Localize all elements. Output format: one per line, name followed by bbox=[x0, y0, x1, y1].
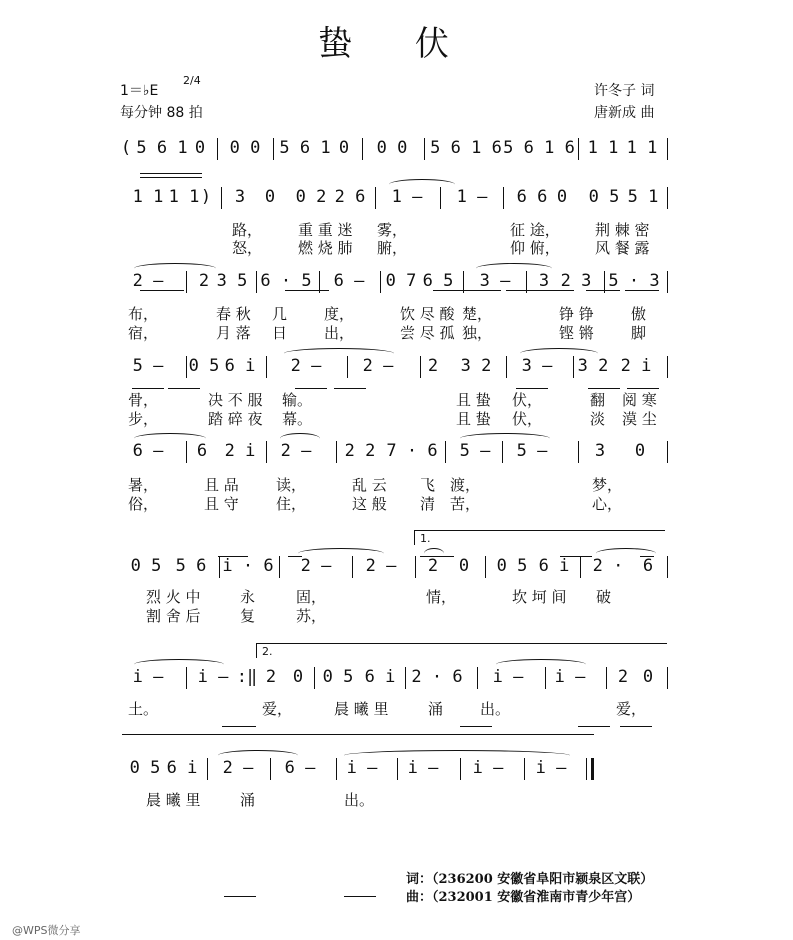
note-group: 0 5 bbox=[129, 758, 161, 778]
time-signature: 2/4 bbox=[183, 74, 201, 87]
note-group: 3 2 bbox=[460, 356, 492, 376]
lyric: 重 重 迷 bbox=[298, 221, 353, 239]
lyric: 楚， bbox=[462, 305, 493, 323]
second-ending-bracket bbox=[256, 643, 667, 658]
underline bbox=[460, 726, 492, 727]
barline bbox=[219, 556, 220, 578]
underline bbox=[222, 726, 256, 727]
lyric: 住， bbox=[276, 495, 307, 513]
tie-line bbox=[140, 177, 202, 178]
lyric: 这 般 bbox=[352, 495, 387, 513]
lyric: 爱， bbox=[616, 700, 647, 718]
slur bbox=[218, 750, 298, 761]
key-text: 1＝♭E bbox=[120, 83, 159, 99]
lyric: 暑， bbox=[128, 476, 159, 494]
note-group: 2 – bbox=[222, 758, 254, 778]
barline bbox=[273, 138, 274, 160]
lyric: 爱， bbox=[262, 700, 293, 718]
lyric: 翻 bbox=[590, 391, 606, 409]
slur bbox=[280, 433, 320, 444]
note-group: ( bbox=[120, 138, 132, 158]
barline bbox=[319, 271, 320, 293]
note-group: 6 6 bbox=[516, 187, 548, 207]
note-group: i – bbox=[407, 758, 439, 778]
music-line-3 bbox=[0, 270, 793, 296]
lyric: 涌 bbox=[240, 791, 256, 809]
lyric: 淡 bbox=[590, 410, 606, 428]
note-group: i · 6 bbox=[222, 556, 274, 576]
lyric: 几 bbox=[272, 305, 288, 323]
lyric: 破 bbox=[596, 588, 612, 606]
slur bbox=[476, 263, 552, 274]
music-line-8 bbox=[0, 757, 793, 783]
slur bbox=[424, 548, 444, 559]
barline bbox=[336, 441, 337, 463]
note-group: :‖ bbox=[236, 667, 258, 687]
note-group: 5 1 bbox=[627, 187, 659, 207]
barline bbox=[526, 271, 527, 293]
music-line-1 bbox=[0, 137, 793, 163]
note-group: 0 bbox=[556, 187, 568, 207]
lyric: 苏， bbox=[296, 607, 327, 625]
lyric: 且 品 bbox=[204, 476, 239, 494]
first-ending-bracket bbox=[414, 530, 665, 545]
lyric: 固， bbox=[296, 588, 327, 606]
note-group: 2 i bbox=[620, 356, 652, 376]
note-group: i – bbox=[132, 667, 164, 687]
lyric: 幕。 bbox=[282, 410, 313, 428]
note-group: 2 – bbox=[280, 441, 312, 461]
lyric: 土。 bbox=[128, 700, 159, 718]
note-group: i – bbox=[535, 758, 567, 778]
slur bbox=[134, 659, 224, 670]
lyric: 复 bbox=[240, 607, 256, 625]
slur bbox=[284, 348, 394, 359]
note-group: 5 – bbox=[516, 441, 548, 461]
lyric: 读， bbox=[276, 476, 307, 494]
lyric: 清 bbox=[420, 495, 436, 513]
barline bbox=[266, 356, 267, 378]
note-group: 2 – bbox=[362, 356, 394, 376]
lyric: 傲 bbox=[631, 305, 647, 323]
song-title: 蛰 伏 bbox=[318, 24, 475, 64]
lyric: 路， bbox=[232, 221, 263, 239]
barline bbox=[186, 441, 187, 463]
lyric: 月 落 bbox=[216, 324, 251, 342]
lyric: 燃 烧 肺 bbox=[298, 239, 353, 257]
key-signature bbox=[120, 80, 158, 100]
lyric: 饮 尽 酸 bbox=[400, 305, 455, 323]
barline bbox=[460, 758, 461, 780]
note-group: 6 i bbox=[364, 667, 396, 687]
lyric: 梦， bbox=[592, 476, 623, 494]
lyric: 漠 尘 bbox=[622, 410, 657, 428]
lyric: 渡， bbox=[450, 476, 481, 494]
lyric: 涌 bbox=[428, 700, 444, 718]
note-group: 0 5 bbox=[188, 356, 220, 376]
lyric: 伏， bbox=[512, 391, 543, 409]
lyricist-credit: 许冬子 词 bbox=[594, 83, 655, 99]
lyric: 晨 曦 里 bbox=[334, 700, 389, 718]
slur bbox=[496, 659, 586, 670]
barline bbox=[186, 271, 187, 293]
note-group: 2 i bbox=[224, 441, 256, 461]
note-group: 2 6 bbox=[334, 187, 366, 207]
note-group: 3 bbox=[234, 187, 246, 207]
note-group: 2 bbox=[427, 556, 439, 576]
note-group: 5 – bbox=[132, 356, 164, 376]
barline bbox=[667, 138, 668, 160]
note-group: 5 6 1 bbox=[136, 138, 188, 158]
note-group: 6 – bbox=[132, 441, 164, 461]
lyric: 日 bbox=[272, 324, 288, 342]
lyricist-address: 词：（236200 安徽省阜阳市颍泉区文联） bbox=[406, 872, 654, 887]
barline bbox=[336, 758, 337, 780]
lyric: 阅 寒 bbox=[622, 391, 657, 409]
barline bbox=[397, 758, 398, 780]
note-group: 1 – bbox=[391, 187, 423, 207]
note-group: 0 bbox=[642, 667, 654, 687]
barline bbox=[362, 138, 363, 160]
lyric: 怒， bbox=[232, 239, 263, 257]
note-group: 2 – bbox=[300, 556, 332, 576]
note-group: 6 – bbox=[333, 271, 365, 291]
slur bbox=[520, 348, 598, 359]
note-group: 2 – bbox=[365, 556, 397, 576]
barline bbox=[667, 187, 668, 209]
lyric: 割 舍 后 bbox=[146, 607, 201, 625]
note-group: 6 i bbox=[538, 556, 570, 576]
slur bbox=[344, 750, 570, 761]
note-group: 0 bbox=[194, 138, 206, 158]
slur bbox=[298, 548, 384, 559]
lyric: 永 bbox=[240, 588, 256, 606]
note-group: 6 i bbox=[166, 758, 198, 778]
note-group: 2 bbox=[427, 356, 439, 376]
lyric: 苦， bbox=[450, 495, 481, 513]
note-group: 2 · bbox=[592, 556, 624, 576]
underline bbox=[334, 388, 366, 389]
lyric: 飞 bbox=[420, 476, 436, 494]
note-group: i – bbox=[346, 758, 378, 778]
note-group: 0 bbox=[292, 667, 304, 687]
barline bbox=[606, 667, 607, 689]
barline bbox=[578, 441, 579, 463]
note-group: 6 – bbox=[284, 758, 316, 778]
music-line-7 bbox=[0, 666, 793, 692]
note-group: 1 1 bbox=[168, 187, 200, 207]
underline bbox=[168, 388, 200, 389]
tie-line bbox=[140, 173, 202, 174]
underline bbox=[224, 896, 256, 897]
lyric: 坎 坷 间 bbox=[512, 588, 567, 606]
underline bbox=[344, 896, 376, 897]
note-group: 5 6 1 bbox=[279, 138, 331, 158]
lyric: 出。 bbox=[480, 700, 511, 718]
phrase-line bbox=[122, 734, 594, 735]
barline bbox=[279, 556, 280, 578]
lyric: 出， bbox=[324, 324, 355, 342]
note-group: 0 2 bbox=[295, 187, 327, 207]
lyric: 伏， bbox=[512, 410, 543, 428]
barline bbox=[445, 441, 446, 463]
slur bbox=[389, 179, 455, 190]
lyric: 输。 bbox=[282, 391, 313, 409]
note-group: 1 1 bbox=[587, 138, 619, 158]
lyric: 脚 bbox=[631, 324, 647, 342]
note-group: 0 5 bbox=[588, 187, 620, 207]
note-group: 2 3 bbox=[560, 271, 592, 291]
barline bbox=[503, 187, 504, 209]
barline bbox=[463, 271, 464, 293]
note-group: 2 bbox=[265, 667, 277, 687]
note-group: 0 0 bbox=[229, 138, 261, 158]
note-group: 1 1 bbox=[626, 138, 658, 158]
lyric: 烈 火 中 bbox=[146, 588, 201, 606]
note-group: 0 bbox=[458, 556, 470, 576]
note-group: 2 – bbox=[290, 356, 322, 376]
barline bbox=[485, 556, 486, 578]
barline bbox=[477, 667, 478, 689]
lyric: 春 秋 bbox=[216, 305, 251, 323]
note-group: 2 · 6 bbox=[411, 667, 463, 687]
barline bbox=[604, 271, 605, 293]
lyric: 风 餐 露 bbox=[595, 239, 650, 257]
note-group: 0 0 bbox=[376, 138, 408, 158]
barline bbox=[207, 758, 208, 780]
note-group: 0 bbox=[338, 138, 350, 158]
barline bbox=[440, 187, 441, 209]
lyric: 宿， bbox=[128, 324, 159, 342]
barline bbox=[186, 667, 187, 689]
underline bbox=[578, 726, 610, 727]
note-group: 5 6 1 6 bbox=[503, 138, 575, 158]
watermark: @WPS微分享 bbox=[12, 924, 81, 937]
barline bbox=[580, 556, 581, 578]
note-group: 0 7 bbox=[385, 271, 417, 291]
barline bbox=[415, 556, 416, 578]
lyric: 步， bbox=[128, 410, 159, 428]
note-group: 0 bbox=[634, 441, 646, 461]
note-group: 0 bbox=[264, 187, 276, 207]
tempo-marking: 每分钟 88 拍 bbox=[120, 105, 203, 121]
barline bbox=[221, 187, 222, 209]
lyric: 情， bbox=[426, 588, 457, 606]
note-group: 2 2 bbox=[344, 441, 376, 461]
barline bbox=[524, 758, 525, 780]
note-group: 6 i bbox=[224, 356, 256, 376]
music-line-5 bbox=[0, 440, 793, 466]
barline bbox=[502, 441, 503, 463]
note-group: i – bbox=[492, 667, 524, 687]
lyric: 俗， bbox=[128, 495, 159, 513]
barline bbox=[270, 758, 271, 780]
barline bbox=[667, 356, 668, 378]
slur bbox=[134, 263, 216, 274]
barline bbox=[380, 271, 381, 293]
note-group: 3 5 bbox=[216, 271, 248, 291]
note-group: i – bbox=[197, 667, 229, 687]
second-ending-label: 2. bbox=[262, 645, 273, 658]
note-group: 0 5 bbox=[130, 556, 162, 576]
barline bbox=[667, 556, 668, 578]
lyric: 且 蛰 bbox=[456, 410, 491, 428]
note-group: i – bbox=[472, 758, 504, 778]
barline bbox=[256, 271, 257, 293]
barline bbox=[217, 138, 218, 160]
lyric: 踏 碎 夜 bbox=[208, 410, 263, 428]
note-group: 2 bbox=[198, 271, 210, 291]
lyric: 尝 尽 孤 bbox=[400, 324, 455, 342]
note-group: 3 bbox=[594, 441, 606, 461]
barline bbox=[420, 356, 421, 378]
barline bbox=[545, 667, 546, 689]
note-group: 2 – bbox=[132, 271, 164, 291]
barline bbox=[667, 271, 668, 293]
note-group: 0 5 bbox=[322, 667, 354, 687]
note-group: ) bbox=[200, 187, 212, 207]
note-group: 5 · 3 bbox=[608, 271, 660, 291]
note-group: 1 1 bbox=[132, 187, 164, 207]
lyric: 晨 曦 里 bbox=[146, 791, 201, 809]
barline bbox=[405, 667, 406, 689]
note-group: 6 5 bbox=[422, 271, 454, 291]
note-group: i – bbox=[554, 667, 586, 687]
composer-credit: 唐新成 曲 bbox=[594, 105, 655, 121]
note-group: 6 bbox=[642, 556, 654, 576]
lyric: 乱 云 bbox=[352, 476, 387, 494]
barline bbox=[506, 356, 507, 378]
barline bbox=[266, 441, 267, 463]
barline bbox=[186, 356, 187, 378]
note-group: 0 5 bbox=[496, 556, 528, 576]
barline bbox=[375, 187, 376, 209]
slur bbox=[134, 433, 206, 444]
note-group: 5 – bbox=[459, 441, 491, 461]
barline bbox=[667, 441, 668, 463]
note-group: 6 · 5 bbox=[260, 271, 312, 291]
barline bbox=[347, 356, 348, 378]
note-group: 5 6 1 6 bbox=[430, 138, 502, 158]
lyric: 铮 铮 bbox=[559, 305, 594, 323]
lyric: 征 途， bbox=[510, 221, 560, 239]
lyric: 决 不 服 bbox=[208, 391, 263, 409]
underline bbox=[620, 726, 652, 727]
slur bbox=[460, 433, 550, 444]
lyric: 腑， bbox=[377, 239, 408, 257]
lyric: 独， bbox=[462, 324, 493, 342]
lyric: 雾， bbox=[377, 221, 408, 239]
note-group: 3 – bbox=[479, 271, 511, 291]
barline bbox=[667, 667, 668, 689]
music-line-4 bbox=[0, 355, 793, 381]
barline bbox=[578, 138, 579, 160]
barline bbox=[424, 138, 425, 160]
lyric: 心， bbox=[592, 495, 623, 513]
barline bbox=[314, 667, 315, 689]
barline bbox=[352, 556, 353, 578]
slur bbox=[596, 548, 656, 559]
lyric: 荆 棘 密 bbox=[595, 221, 650, 239]
lyric: 骨， bbox=[128, 391, 159, 409]
composer-address: 曲：（232001 安徽省淮南市青少年宫） bbox=[406, 890, 641, 905]
lyric: 且 蛰 bbox=[456, 391, 491, 409]
lyric: 出。 bbox=[344, 791, 375, 809]
lyric: 布， bbox=[128, 305, 159, 323]
note-group: 7 · 6 bbox=[386, 441, 438, 461]
note-group: 1 – bbox=[456, 187, 488, 207]
music-line-2 bbox=[0, 186, 793, 212]
barline bbox=[586, 758, 587, 780]
note-group: 5 6 bbox=[175, 556, 207, 576]
note-group: 3 2 bbox=[577, 356, 609, 376]
first-ending-label: 1. bbox=[420, 532, 431, 545]
note-group: 6 bbox=[196, 441, 208, 461]
barline bbox=[573, 356, 574, 378]
final-barline bbox=[591, 758, 594, 780]
lyric: 铿 锵 bbox=[559, 324, 594, 342]
lyric: 且 守 bbox=[204, 495, 239, 513]
lyric: 度， bbox=[324, 305, 355, 323]
note-group: 3 bbox=[538, 271, 550, 291]
music-line-6 bbox=[0, 555, 793, 581]
note-group: 3 – bbox=[521, 356, 553, 376]
note-group: 2 bbox=[617, 667, 629, 687]
lyric: 仰 俯， bbox=[510, 239, 560, 257]
